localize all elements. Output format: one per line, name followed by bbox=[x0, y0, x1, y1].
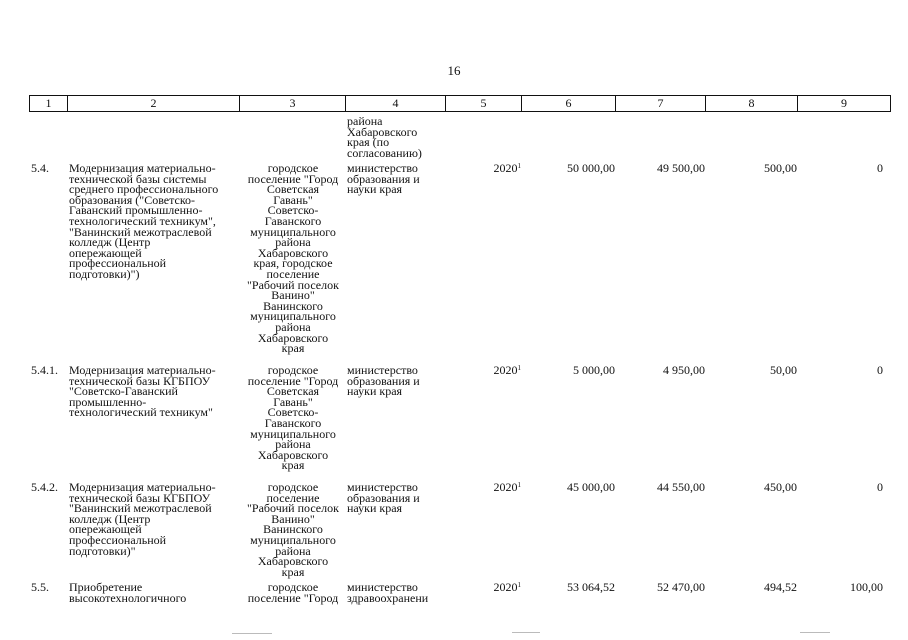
row-number: 5.4. bbox=[31, 161, 49, 175]
year-value: 2020 bbox=[493, 363, 518, 377]
header-col-9: 9 bbox=[798, 96, 891, 112]
scan-artifact bbox=[232, 633, 272, 634]
year-cell bbox=[447, 163, 521, 174]
year-footnote: 1 bbox=[517, 581, 521, 589]
total-cell: 50 000,00 bbox=[567, 161, 615, 175]
scan-artifact bbox=[512, 632, 540, 633]
header-col-6: 6 bbox=[522, 96, 616, 112]
year-value: 2020 bbox=[493, 480, 518, 494]
regional-cell: 50,00 bbox=[770, 363, 797, 377]
federal-cell: 4 950,00 bbox=[663, 363, 705, 377]
name-cell: Модернизация материально- технической базы КГБПОУ "Ванинский межотраслевой колледж (Центр опережающей профессиональной подготовки)" bbox=[69, 480, 216, 558]
total-cell: 53 064,52 bbox=[567, 580, 615, 594]
header-col-4: 4 bbox=[346, 96, 446, 112]
year-footnote: 1 bbox=[517, 162, 521, 170]
federal-cell: 52 470,00 bbox=[657, 580, 705, 594]
regional-cell: 450,00 bbox=[764, 480, 797, 494]
total-cell: 45 000,00 bbox=[567, 480, 615, 494]
row-number: 5.4.2. bbox=[31, 480, 58, 494]
executor-cell: министерство образования и науки края bbox=[347, 363, 420, 399]
header-col-1: 1 bbox=[30, 96, 68, 112]
page-number: 16 bbox=[447, 63, 461, 78]
total-cell: 5 000,00 bbox=[573, 363, 615, 377]
regional-cell: 500,00 bbox=[764, 161, 797, 175]
header-col-7: 7 bbox=[616, 96, 706, 112]
row-number: 5.5. bbox=[31, 580, 49, 594]
location-cell: городское поселение "Рабочий поселок Ванино" Ванинского муниципального района Хабаровского края bbox=[247, 480, 339, 579]
year-footnote: 1 bbox=[517, 364, 521, 372]
table-header bbox=[29, 95, 891, 112]
executor-cell: министерство образования и науки края bbox=[347, 161, 420, 197]
federal-cell: 44 550,00 bbox=[657, 480, 705, 494]
year-value: 2020 bbox=[493, 580, 518, 594]
header-col-8: 8 bbox=[706, 96, 798, 112]
name-cell: Модернизация материально- технической базы КГБПОУ "Советско-Гаванский промышленно- технологический техникум" bbox=[69, 363, 216, 420]
location-cell: городское поселение "Город bbox=[247, 580, 339, 605]
other-cell: 100,00 bbox=[850, 580, 883, 594]
scan-artifact bbox=[800, 632, 830, 633]
executor-cell: министерство образования и науки края bbox=[347, 480, 420, 516]
year-footnote: 1 bbox=[517, 481, 521, 489]
federal-cell: 49 500,00 bbox=[657, 161, 705, 175]
name-cell: Модернизация материально- технической базы системы среднего профессионального образования ("Советско- Гаванский промышленно- технологический техникум", "Ванинский межотраслевой колледж (Центр опережающей профессиональной подготовки)") bbox=[69, 161, 219, 281]
regional-cell: 494,52 bbox=[764, 580, 797, 594]
name-cell: Приобретение высокотехнологичного bbox=[69, 580, 187, 605]
other-cell: 0 bbox=[877, 363, 883, 377]
year-cell bbox=[447, 482, 521, 493]
year-value: 2020 bbox=[493, 161, 518, 175]
year-cell bbox=[447, 582, 521, 593]
other-cell: 0 bbox=[877, 161, 883, 175]
other-cell: 0 bbox=[877, 480, 883, 494]
executor-cell: района Хабаровского края (по согласованию) bbox=[347, 114, 422, 160]
year-cell bbox=[447, 365, 521, 376]
location-cell: городское поселение "Город Советская Гавань" Советско- Гаванского муниципального района Хабаровского края bbox=[247, 363, 339, 473]
executor-cell: министерство здравоохранени bbox=[347, 580, 429, 605]
row-number: 5.4.1. bbox=[31, 363, 58, 377]
header-col-3: 3 bbox=[240, 96, 346, 112]
header-col-5: 5 bbox=[446, 96, 522, 112]
location-cell: городское поселение "Город Советская Гавань" Советско- Гаванского муниципального района Хабаровского края, городское поселение "Рабочий поселок Ванино" Ванинского муниципального района Хабаровского края bbox=[247, 161, 339, 356]
header-col-2: 2 bbox=[68, 96, 240, 112]
